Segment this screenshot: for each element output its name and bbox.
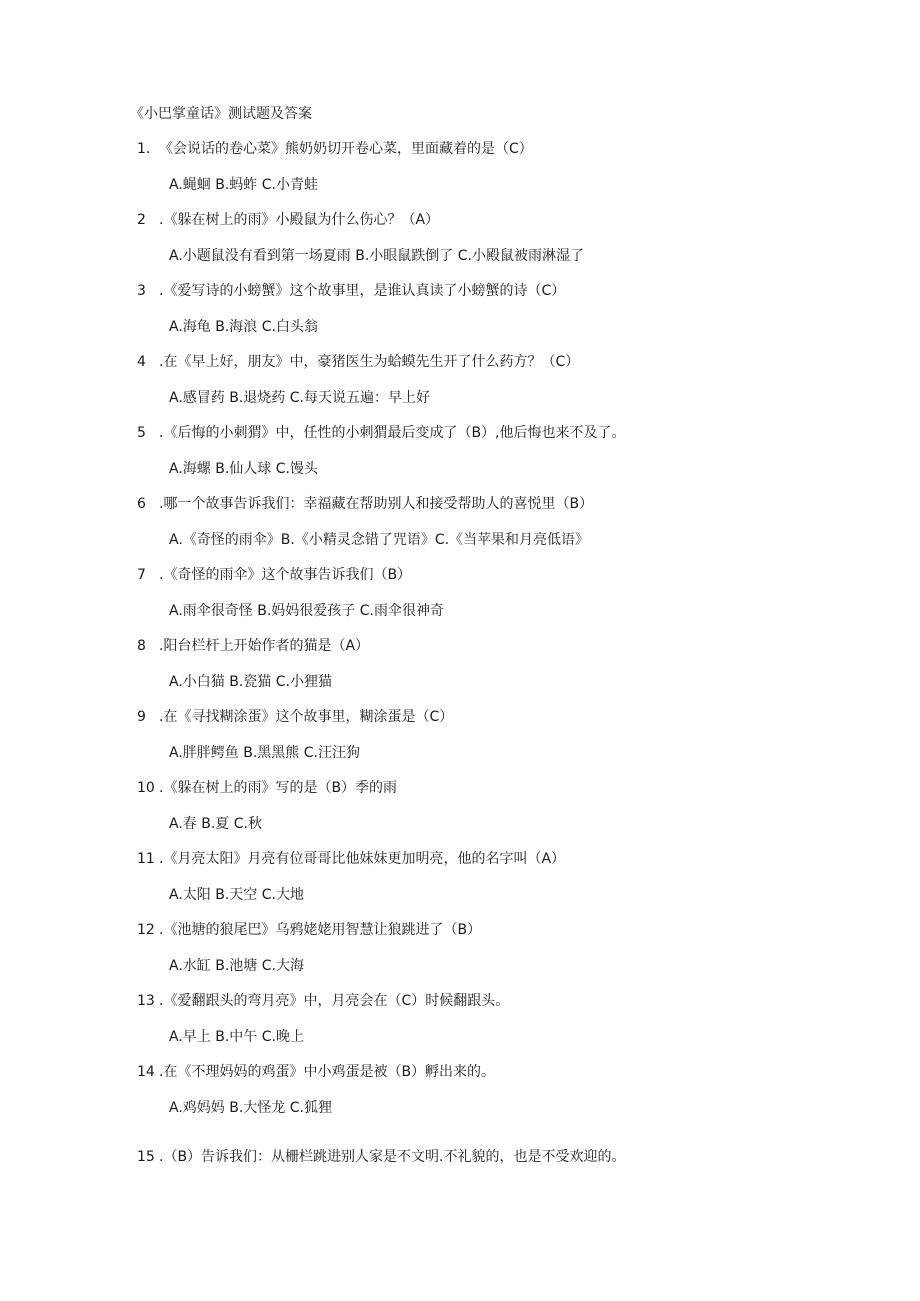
question-number: 11	[137, 851, 155, 867]
question-item	[137, 280, 857, 351]
question-number: 13	[137, 993, 155, 1009]
question-item	[137, 848, 857, 919]
question-number: 4	[137, 354, 146, 370]
question-item	[137, 777, 857, 848]
question-options: A.春 B.夏 C.秋	[169, 816, 262, 832]
question-options: A.感冒药 B.退烧药 C.每天说五遍：早上好	[169, 390, 430, 406]
question-line	[137, 422, 626, 444]
question-number: 12	[137, 922, 155, 938]
question-item	[137, 564, 857, 635]
question-options: A.小题鼠没有看到第一场夏雨 B.小眼鼠跌倒了 C.小殿鼠被雨淋湿了	[169, 248, 584, 264]
question-text: .《爱写诗的小螃蟹》这个故事里，是谁认真读了小螃蟹的诗（C）	[159, 283, 566, 299]
question-line	[137, 635, 369, 657]
question-line	[137, 1061, 495, 1083]
question-text: .（B）告诉我们：从栅栏跳进别人家是不文明.不礼貌的，也是不受欢迎的。	[159, 1149, 626, 1165]
question-number: 8	[137, 638, 146, 654]
question-number: 1.	[137, 141, 151, 157]
question-number: 14	[137, 1064, 155, 1080]
question-item	[137, 209, 857, 280]
question-number: 15	[137, 1149, 155, 1165]
question-number: 3	[137, 283, 146, 299]
question-item	[137, 422, 857, 493]
question-item	[137, 990, 857, 1061]
question-options: A.早上 B.中午 C.晚上	[169, 1029, 304, 1045]
question-options: A.海螺 B.仙人球 C.馒头	[169, 461, 318, 477]
question-text: .《躲在树上的雨》小殿鼠为什么伤心？（A）	[159, 212, 440, 228]
question-line	[137, 777, 397, 799]
question-item	[137, 138, 857, 209]
question-number: 10	[137, 780, 155, 796]
question-text: .《后悔的小刺猬》中，任性的小刺猬最后变成了（B）,他后悔也来不及了。	[159, 425, 626, 441]
question-line	[137, 848, 565, 870]
question-item	[137, 493, 857, 564]
question-item	[137, 1146, 857, 1217]
question-number: 9	[137, 709, 146, 725]
question-text: .在《寻找糊涂蛋》这个故事里，糊涂蛋是（C）	[159, 709, 454, 725]
question-line	[137, 564, 411, 586]
question-list	[137, 138, 857, 1217]
question-number: 6	[137, 496, 146, 512]
question-item	[137, 351, 857, 422]
question-options: A.胖胖鳄鱼 B.黑黑熊 C.汪汪狗	[169, 745, 360, 761]
question-text: .哪一个故事告诉我们：幸福藏在帮助别人和接受帮助人的喜悦里（B）	[159, 496, 594, 512]
question-item	[137, 706, 857, 777]
question-text: .在《早上好，朋友》中，豪猪医生为蛤蟆先生开了什么药方？（C）	[159, 354, 580, 370]
question-item	[137, 919, 857, 990]
question-line	[137, 493, 593, 515]
question-item	[137, 1061, 857, 1132]
document-title: 《小巴掌童话》测试题及答案	[130, 106, 312, 122]
question-line	[137, 351, 579, 373]
question-line	[137, 280, 565, 302]
question-text: .《奇怪的雨伞》这个故事告诉我们（B）	[159, 567, 412, 583]
question-line	[137, 1146, 626, 1168]
question-options: A.鸡妈妈 B.大怪龙 C.狐狸	[169, 1100, 332, 1116]
question-line	[137, 990, 509, 1012]
question-options: A.小白猫 B.瓷猫 C.小狸猫	[169, 674, 332, 690]
question-text: 《会说话的卷心菜》熊奶奶切开卷心菜，里面藏着的是（C）	[159, 141, 533, 157]
question-line	[137, 919, 481, 941]
question-text: .阳台栏杆上开始作者的猫是（A）	[159, 638, 370, 654]
question-line	[137, 706, 453, 728]
question-options: A.水缸 B.池塘 C.大海	[169, 958, 304, 974]
question-text: .《月亮太阳》月亮有位哥哥比他妹妹更加明亮，他的名字叫（A）	[159, 851, 566, 867]
question-text: .《躲在树上的雨》写的是（B）季的雨	[159, 780, 398, 796]
question-options: A.《奇怪的雨伞》B.《小精灵念错了咒语》C.《当苹果和月亮低语》	[169, 532, 590, 548]
question-text: .《爱翻跟头的弯月亮》中，月亮会在（C）时候翻跟头。	[159, 993, 510, 1009]
question-number: 7	[137, 567, 146, 583]
question-number: 5	[137, 425, 146, 441]
question-options: A.蝇蛔 B.蚂蚱 C.小青蛙	[169, 177, 318, 193]
question-options: A.海龟 B.海浪 C.白头翁	[169, 319, 318, 335]
question-options: A.太阳 B.天空 C.大地	[169, 887, 304, 903]
question-options: A.雨伞很奇怪 B.妈妈很爱孩子 C.雨伞很神奇	[169, 603, 444, 619]
question-line	[137, 138, 533, 160]
question-item	[137, 635, 857, 706]
question-text: .《池塘的狼尾巴》乌鸦姥姥用智慧让狼跳进了（B）	[159, 922, 482, 938]
question-text: .在《不理妈妈的鸡蛋》中小鸡蛋是被（B）孵出来的。	[159, 1064, 496, 1080]
question-line	[137, 209, 439, 231]
question-number: 2	[137, 212, 146, 228]
